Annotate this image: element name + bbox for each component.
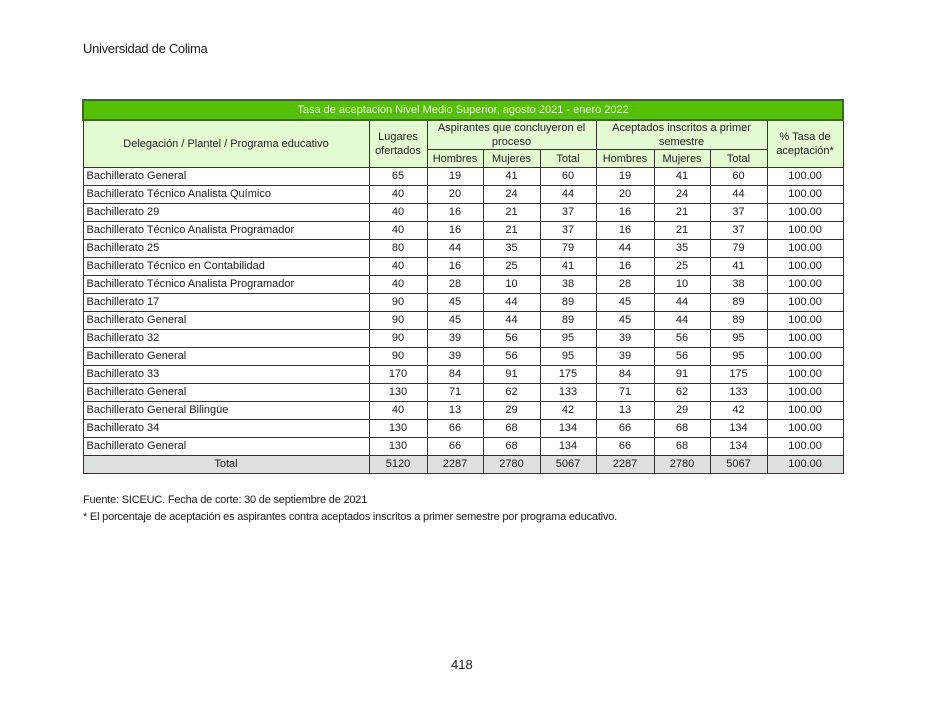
row-accepted-women: 56 <box>654 348 710 366</box>
row-applicants-men: 16 <box>427 222 483 240</box>
acceptance-rate-table <box>82 99 844 474</box>
header-accepted-women: Mujeres <box>654 150 710 168</box>
row-accepted-women: 44 <box>654 294 710 312</box>
row-applicants-men: 45 <box>427 294 483 312</box>
table-row <box>83 330 843 348</box>
row-accepted-total: 41 <box>710 258 767 276</box>
row-accepted-total: 42 <box>710 402 767 420</box>
row-applicants-women: 68 <box>483 420 540 438</box>
row-applicants-total: 89 <box>540 294 596 312</box>
row-rate: 100.00 <box>767 312 843 330</box>
row-applicants-women: 62 <box>483 384 540 402</box>
row-places: 170 <box>369 366 427 384</box>
row-applicants-women: 25 <box>483 258 540 276</box>
row-applicants-women: 41 <box>483 168 540 186</box>
row-accepted-women: 10 <box>654 276 710 294</box>
row-rate: 100.00 <box>767 186 843 204</box>
row-places: 40 <box>369 402 427 420</box>
row-accepted-men: 66 <box>596 420 654 438</box>
row-name: Bachillerato General <box>83 384 369 402</box>
row-places: 130 <box>369 384 427 402</box>
row-applicants-men: 39 <box>427 348 483 366</box>
total-accepted-women: 2780 <box>654 456 710 474</box>
table-row <box>83 366 843 384</box>
row-places: 40 <box>369 186 427 204</box>
header-accepted-men: Hombres <box>596 150 654 168</box>
table-row <box>83 240 843 258</box>
row-accepted-women: 62 <box>654 384 710 402</box>
row-accepted-men: 20 <box>596 186 654 204</box>
table-row <box>83 438 843 456</box>
table-body <box>83 168 843 456</box>
table-row <box>83 384 843 402</box>
row-applicants-men: 71 <box>427 384 483 402</box>
total-label: Total <box>83 456 369 474</box>
row-applicants-total: 60 <box>540 168 596 186</box>
table-row <box>83 204 843 222</box>
row-applicants-women: 35 <box>483 240 540 258</box>
row-applicants-men: 39 <box>427 330 483 348</box>
row-applicants-men: 45 <box>427 312 483 330</box>
header-applicants: Aspirantes que concluyeron el proceso <box>427 120 596 150</box>
row-applicants-total: 95 <box>540 330 596 348</box>
row-accepted-men: 71 <box>596 384 654 402</box>
row-accepted-men: 39 <box>596 348 654 366</box>
row-name: Bachillerato 34 <box>83 420 369 438</box>
table-row <box>83 348 843 366</box>
row-accepted-total: 89 <box>710 294 767 312</box>
row-accepted-men: 44 <box>596 240 654 258</box>
total-accepted-total: 5067 <box>710 456 767 474</box>
row-accepted-men: 66 <box>596 438 654 456</box>
row-accepted-men: 13 <box>596 402 654 420</box>
row-rate: 100.00 <box>767 402 843 420</box>
row-rate: 100.00 <box>767 168 843 186</box>
row-places: 90 <box>369 294 427 312</box>
row-accepted-total: 134 <box>710 420 767 438</box>
row-name: Bachillerato 33 <box>83 366 369 384</box>
row-accepted-men: 45 <box>596 294 654 312</box>
row-applicants-men: 13 <box>427 402 483 420</box>
row-applicants-women: 24 <box>483 186 540 204</box>
row-name: Bachillerato 32 <box>83 330 369 348</box>
row-accepted-women: 91 <box>654 366 710 384</box>
row-places: 40 <box>369 222 427 240</box>
row-applicants-women: 91 <box>483 366 540 384</box>
row-name: Bachillerato General <box>83 168 369 186</box>
table-row <box>83 168 843 186</box>
row-name: Bachillerato General <box>83 438 369 456</box>
row-accepted-total: 95 <box>710 348 767 366</box>
row-name: Bachillerato 25 <box>83 240 369 258</box>
row-places: 40 <box>369 204 427 222</box>
row-accepted-women: 24 <box>654 186 710 204</box>
row-accepted-men: 28 <box>596 276 654 294</box>
header-applicants-women: Mujeres <box>483 150 540 168</box>
row-applicants-men: 28 <box>427 276 483 294</box>
row-accepted-total: 175 <box>710 366 767 384</box>
table-title: Tasa de aceptación Nivel Medio Superior, agosto 2021 - enero 2022 <box>83 100 843 120</box>
header-applicants-total: Total <box>540 150 596 168</box>
row-name: Bachillerato 17 <box>83 294 369 312</box>
total-places: 5120 <box>369 456 427 474</box>
row-rate: 100.00 <box>767 222 843 240</box>
row-accepted-women: 68 <box>654 420 710 438</box>
row-places: 65 <box>369 168 427 186</box>
row-applicants-women: 21 <box>483 222 540 240</box>
total-applicants-women: 2780 <box>483 456 540 474</box>
acceptance-footnote: * El porcentaje de aceptación es aspirantes contra aceptados inscritos a primer semestre por programa educativo. <box>83 511 618 523</box>
row-rate: 100.00 <box>767 420 843 438</box>
row-applicants-women: 44 <box>483 312 540 330</box>
row-applicants-total: 133 <box>540 384 596 402</box>
row-accepted-men: 16 <box>596 204 654 222</box>
total-row <box>83 456 843 474</box>
row-applicants-men: 66 <box>427 438 483 456</box>
row-accepted-women: 21 <box>654 222 710 240</box>
header-rate: % Tasa de aceptación* <box>767 120 843 168</box>
row-name: Bachillerato General <box>83 348 369 366</box>
table-row <box>83 402 843 420</box>
row-accepted-total: 79 <box>710 240 767 258</box>
row-name: Bachillerato General <box>83 312 369 330</box>
row-places: 90 <box>369 312 427 330</box>
row-rate: 100.00 <box>767 438 843 456</box>
row-rate: 100.00 <box>767 294 843 312</box>
row-applicants-women: 68 <box>483 438 540 456</box>
table-row <box>83 222 843 240</box>
row-rate: 100.00 <box>767 384 843 402</box>
row-applicants-total: 44 <box>540 186 596 204</box>
row-applicants-total: 38 <box>540 276 596 294</box>
row-name: Bachillerato General Bilingüe <box>83 402 369 420</box>
row-accepted-women: 21 <box>654 204 710 222</box>
row-applicants-women: 29 <box>483 402 540 420</box>
row-accepted-women: 56 <box>654 330 710 348</box>
row-rate: 100.00 <box>767 348 843 366</box>
header-accepted: Aceptados inscritos a primer semestre <box>596 120 767 150</box>
row-applicants-total: 41 <box>540 258 596 276</box>
row-places: 40 <box>369 276 427 294</box>
row-rate: 100.00 <box>767 330 843 348</box>
table-row <box>83 258 843 276</box>
row-name: Bachillerato Técnico Analista Químico <box>83 186 369 204</box>
row-applicants-men: 20 <box>427 186 483 204</box>
row-accepted-women: 68 <box>654 438 710 456</box>
row-name: Bachillerato Técnico Analista Programador <box>83 222 369 240</box>
row-accepted-men: 16 <box>596 258 654 276</box>
row-applicants-women: 10 <box>483 276 540 294</box>
row-accepted-total: 37 <box>710 222 767 240</box>
table-row <box>83 276 843 294</box>
row-accepted-men: 16 <box>596 222 654 240</box>
total-rate: 100.00 <box>767 456 843 474</box>
row-applicants-men: 19 <box>427 168 483 186</box>
row-accepted-total: 44 <box>710 186 767 204</box>
row-applicants-total: 95 <box>540 348 596 366</box>
row-rate: 100.00 <box>767 276 843 294</box>
row-rate: 100.00 <box>767 240 843 258</box>
row-applicants-men: 84 <box>427 366 483 384</box>
row-places: 90 <box>369 348 427 366</box>
row-applicants-total: 37 <box>540 222 596 240</box>
table-row <box>83 186 843 204</box>
page-number: 418 <box>451 657 473 672</box>
row-applicants-men: 16 <box>427 258 483 276</box>
row-applicants-total: 42 <box>540 402 596 420</box>
row-applicants-women: 44 <box>483 294 540 312</box>
row-places: 130 <box>369 420 427 438</box>
row-places: 40 <box>369 258 427 276</box>
header-places: Lugares ofertados <box>369 120 427 168</box>
row-accepted-total: 134 <box>710 438 767 456</box>
total-applicants-total: 5067 <box>540 456 596 474</box>
header-accepted-total: Total <box>710 150 767 168</box>
row-accepted-total: 133 <box>710 384 767 402</box>
row-accepted-men: 45 <box>596 312 654 330</box>
header-program: Delegación / Plantel / Programa educativo <box>83 120 369 168</box>
table-row <box>83 294 843 312</box>
row-rate: 100.00 <box>767 366 843 384</box>
row-applicants-men: 66 <box>427 420 483 438</box>
total-accepted-men: 2287 <box>596 456 654 474</box>
row-accepted-total: 60 <box>710 168 767 186</box>
institution-header: Universidad de Colima <box>83 41 208 56</box>
row-accepted-total: 89 <box>710 312 767 330</box>
row-applicants-women: 56 <box>483 330 540 348</box>
row-name: Bachillerato 29 <box>83 204 369 222</box>
source-note: Fuente: SICEUC. Fecha de corte: 30 de septiembre de 2021 <box>83 494 368 506</box>
table-row <box>83 312 843 330</box>
row-accepted-women: 25 <box>654 258 710 276</box>
row-accepted-women: 29 <box>654 402 710 420</box>
row-accepted-total: 95 <box>710 330 767 348</box>
row-applicants-women: 21 <box>483 204 540 222</box>
row-places: 130 <box>369 438 427 456</box>
row-name: Bachillerato Técnico Analista Programador <box>83 276 369 294</box>
header-applicants-men: Hombres <box>427 150 483 168</box>
row-applicants-total: 89 <box>540 312 596 330</box>
row-places: 80 <box>369 240 427 258</box>
row-applicants-total: 134 <box>540 438 596 456</box>
row-rate: 100.00 <box>767 258 843 276</box>
row-accepted-men: 19 <box>596 168 654 186</box>
row-accepted-men: 39 <box>596 330 654 348</box>
total-applicants-men: 2287 <box>427 456 483 474</box>
row-accepted-men: 84 <box>596 366 654 384</box>
row-rate: 100.00 <box>767 204 843 222</box>
row-applicants-total: 37 <box>540 204 596 222</box>
row-applicants-total: 134 <box>540 420 596 438</box>
row-applicants-men: 44 <box>427 240 483 258</box>
row-places: 90 <box>369 330 427 348</box>
row-name: Bachillerato Técnico en Contabilidad <box>83 258 369 276</box>
row-applicants-total: 175 <box>540 366 596 384</box>
row-accepted-total: 37 <box>710 204 767 222</box>
row-applicants-total: 79 <box>540 240 596 258</box>
row-accepted-women: 41 <box>654 168 710 186</box>
row-accepted-women: 35 <box>654 240 710 258</box>
row-applicants-men: 16 <box>427 204 483 222</box>
row-accepted-women: 44 <box>654 312 710 330</box>
row-applicants-women: 56 <box>483 348 540 366</box>
row-accepted-total: 38 <box>710 276 767 294</box>
table-row <box>83 420 843 438</box>
